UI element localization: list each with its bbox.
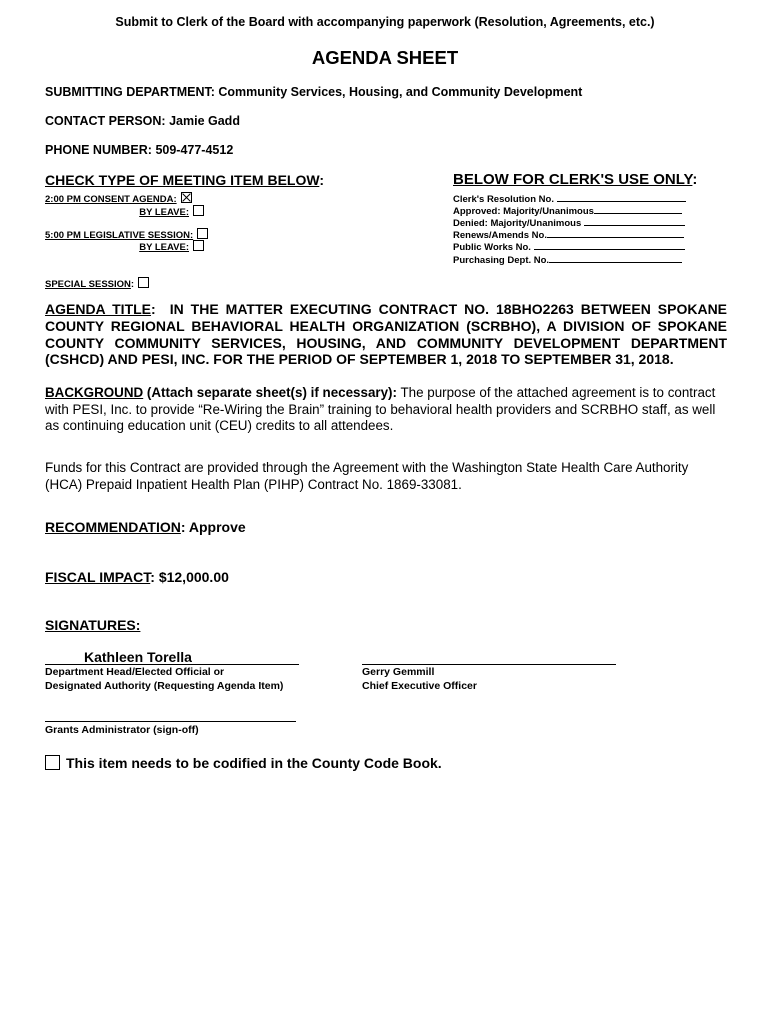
- clerk-public-works-row: [453, 240, 685, 253]
- agenda-title-label: AGENDA TITLE: [45, 301, 152, 317]
- legislative-session-checkbox[interactable]: [197, 228, 208, 239]
- clerk-denied-field[interactable]: [584, 216, 685, 226]
- clerk-purchasing-row: [453, 253, 682, 266]
- special-session-colon: :: [130, 279, 135, 290]
- clerk-heading-colon: :: [692, 171, 698, 188]
- submitting-value: Community Services, Housing, and Community Development: [218, 85, 583, 99]
- fiscal-impact: [45, 569, 229, 585]
- consent-by-leave-checkbox[interactable]: [193, 205, 204, 216]
- page-title: AGENDA SHEET: [311, 47, 459, 68]
- funds-paragraph: Funds for this Contract are provided through the Agreement with the Washington State Health Care Authority (HCA) Prepaid Inpatient Health Plan (PIHP) Contract No. 1869-33081.: [45, 460, 689, 492]
- clerk-public-works-label: Public Works No.: [453, 242, 531, 253]
- left-signer-title-1: Department Head/Elected Official or: [45, 666, 225, 678]
- clerk-approved-label: Approved: Majority/Unanimous: [453, 206, 594, 217]
- recommendation-value: : Approve: [180, 519, 246, 535]
- contact-label: CONTACT PERSON:: [45, 114, 166, 128]
- right-signer-name: Gerry Gemmill: [362, 666, 435, 678]
- left-signer-title-2: Designated Authority (Requesting Agenda Item): [45, 680, 284, 692]
- left-signature-line[interactable]: [45, 664, 299, 665]
- grants-signature-line[interactable]: [45, 721, 296, 722]
- agenda-title-text: IN THE MATTER EXECUTING CONTRACT NO. 18BHO2263 BETWEEN SPOKANE COUNTY REGIONAL BEHAVIORAL HEALTH ORGANIZATION (SCRBHO), A DIVISION OF SPOKANE COUNTY COMMUNITY SERVICES, HOUSING, AND COMMUNITY DEVELOPMENT DEPARTMENT (CSHCD) AND PESI, INC. FOR THE PERIOD OF SEPTEMBER 1, 2018 TO SEPTEMBER 31, 2018.: [45, 301, 728, 368]
- special-session-checkbox[interactable]: [138, 277, 149, 288]
- clerk-resolution-field[interactable]: [557, 192, 686, 202]
- recommendation: [45, 519, 246, 535]
- clerk-public-works-field[interactable]: [534, 240, 685, 250]
- background-label: BACKGROUND: [45, 385, 144, 400]
- agenda-title-colon: :: [151, 301, 156, 317]
- clerk-purchasing-field[interactable]: [549, 253, 682, 263]
- meeting-type-colon: :: [319, 172, 324, 188]
- meeting-type-heading-text: CHECK TYPE OF MEETING ITEM BELOW: [45, 172, 320, 188]
- clerk-renews-field[interactable]: [547, 228, 684, 238]
- fiscal-impact-label: FISCAL IMPACT: [45, 569, 151, 585]
- contact-value: Jamie Gadd: [169, 114, 240, 128]
- submitting-label: SUBMITTING DEPARTMENT:: [45, 85, 215, 99]
- codify-checkbox[interactable]: [45, 755, 60, 770]
- codify-row: [45, 755, 442, 771]
- special-session-row: [45, 277, 149, 290]
- phone-number: [45, 143, 233, 157]
- clerk-denied-label: Denied: Majority/Unanimous: [453, 218, 582, 229]
- phone-label: PHONE NUMBER:: [45, 143, 152, 157]
- clerk-heading: [453, 171, 697, 188]
- consent-agenda-checkbox[interactable]: [181, 192, 192, 203]
- recommendation-label: RECOMMENDATION: [45, 519, 181, 535]
- background-section: [45, 385, 727, 435]
- legislative-session-label: 5:00 PM LEGISLATIVE SESSION:: [45, 230, 194, 241]
- contact-person: [45, 114, 240, 128]
- background-text: The purpose of the attached agreement is to contract with PESI, Inc. to provide “Re-Wiring the Brain” training to behavioral health providers and SCRBHO staff, as well as continuing education unit (CEU) credits to all attendees.: [45, 385, 716, 433]
- right-signer-title: Chief Executive Officer: [362, 680, 477, 692]
- agenda-title: [45, 301, 727, 368]
- consent-agenda-row: [45, 192, 192, 205]
- phone-value: 509-477-4512: [155, 143, 234, 157]
- consent-agenda-label: 2:00 PM CONSENT AGENDA:: [45, 194, 177, 205]
- meeting-type-heading: [45, 172, 324, 188]
- special-session-label: SPECIAL SESSION: [45, 279, 131, 290]
- codify-label: This item needs to be codified in the County Code Book.: [66, 755, 442, 771]
- clerk-heading-text: BELOW FOR CLERK'S USE ONLY: [453, 171, 693, 188]
- consent-by-leave-label: BY LEAVE:: [139, 207, 189, 218]
- submitting-department: [45, 85, 582, 99]
- right-signature-line[interactable]: [362, 664, 616, 665]
- legislative-by-leave-label: BY LEAVE:: [139, 242, 189, 253]
- left-signer-name: Kathleen Torella: [84, 649, 192, 665]
- clerk-purchasing-label: Purchasing Dept. No.: [453, 255, 550, 266]
- clerk-approved-field[interactable]: [594, 204, 682, 214]
- clerk-renews-label: Renews/Amends No.: [453, 230, 547, 241]
- background-sub: (Attach separate sheet(s) if necessary):: [143, 385, 397, 400]
- signatures-heading: SIGNATURES:: [45, 617, 141, 633]
- fiscal-impact-value: : $12,000.00: [150, 569, 229, 585]
- legislative-by-leave-row: [139, 240, 204, 253]
- legislative-by-leave-checkbox[interactable]: [193, 240, 204, 251]
- grants-administrator-label: Grants Administrator (sign-off): [45, 724, 199, 736]
- consent-by-leave-row: [139, 205, 204, 218]
- clerk-resolution-label: Clerk's Resolution No.: [453, 194, 554, 205]
- header-note: Submit to Clerk of the Board with accompanying paperwork (Resolution, Agreements, etc.): [115, 15, 655, 29]
